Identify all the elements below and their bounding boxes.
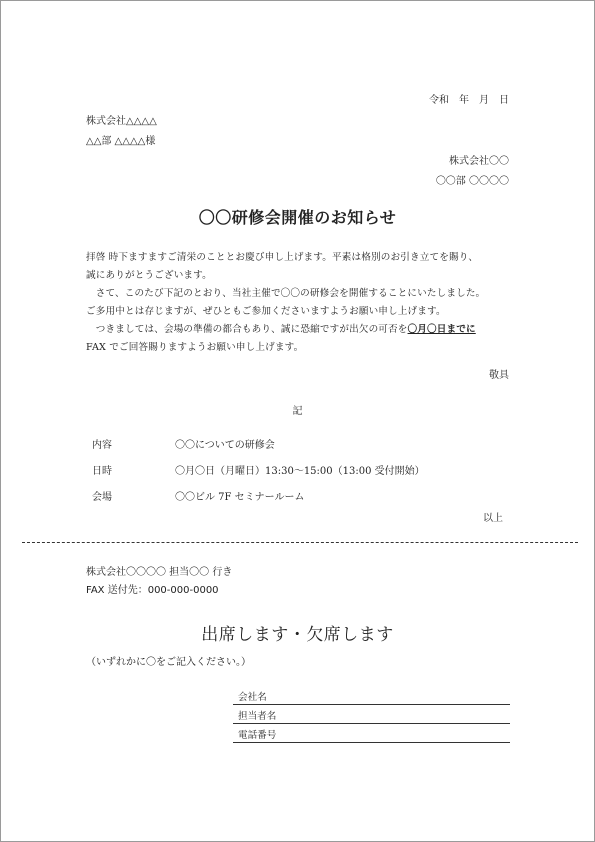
body-line-1: 拝啓 時下ますますご清栄のこととお慶び申し上げます。平素は格別のお引き立てを賜り、	[86, 252, 479, 263]
body-line-5	[86, 321, 476, 335]
reply-to-line: 株式会社〇〇〇〇 担当〇〇 行き	[86, 567, 233, 578]
document-title: 〇〇研修会開催のお知らせ	[198, 208, 397, 227]
phone-number-field[interactable]	[233, 724, 510, 743]
detail-value-datetime: 〇月〇日（月曜日）13:30～15:00（13:00 受付開始）	[175, 466, 425, 477]
sender-company: 株式会社〇〇	[449, 156, 509, 167]
body-line-5-text: つきましては、会場の準備の都合もあり、誠に恐縮ですが出欠の可否を	[86, 324, 408, 335]
date: 令和 年 月 日	[429, 95, 509, 106]
recipient-person: △△部 △△△△様	[86, 136, 156, 147]
body-line-6: FAX でご回答賜りますようお願い申し上げます。	[86, 342, 304, 353]
details-heading: 記	[292, 406, 303, 417]
cut-line	[22, 542, 578, 543]
details-end: 以上	[483, 513, 503, 524]
attendance-instruction: （いずれかに〇をご記入ください。）	[86, 657, 251, 668]
body-line-3: さて、このたび下記のとおり、当社主催で〇〇の研修会を開催することにいたしました。	[86, 288, 486, 299]
sender-person: 〇〇部 〇〇〇〇	[435, 176, 509, 187]
attendance-title: 出席します・欠席します	[201, 625, 394, 645]
body-line-2: 誠にありがとうございます。	[86, 270, 212, 281]
detail-label-venue: 会場	[92, 492, 112, 503]
contact-person-field[interactable]	[233, 705, 510, 724]
fax-number-line: FAX 送付先：000-000-0000	[86, 585, 219, 596]
company-name-label: 会社名	[238, 692, 267, 703]
detail-value-content: 〇〇についての研修会	[175, 440, 275, 451]
contact-person-label: 担当者名	[238, 711, 277, 722]
company-name-field[interactable]	[233, 686, 510, 705]
detail-value-venue: 〇〇ビル 7F セミナールーム	[175, 492, 305, 503]
body-line-4: ご多用中とは存じますが、ぜひともご参加くださいますようお願い申し上げます。	[86, 306, 446, 317]
detail-label-datetime: 日時	[92, 466, 112, 477]
closing-keigu: 敬具	[489, 370, 509, 381]
phone-number-label: 電話番号	[238, 730, 277, 741]
reply-deadline: 〇月〇日までに	[407, 324, 476, 335]
recipient-company: 株式会社△△△△	[86, 116, 157, 127]
detail-label-content: 内容	[92, 440, 112, 451]
